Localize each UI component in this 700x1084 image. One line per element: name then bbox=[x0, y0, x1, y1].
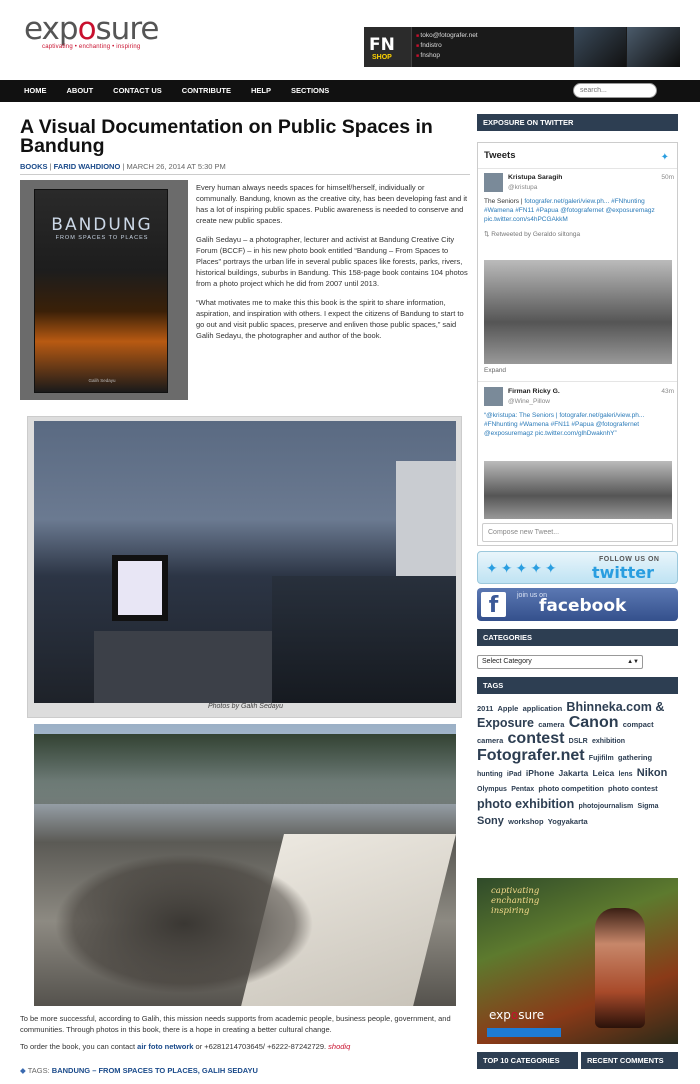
tag-link[interactable]: Fotografer.net bbox=[477, 747, 585, 764]
exposure-advert[interactable] bbox=[477, 878, 678, 1044]
crowd-photo[interactable] bbox=[34, 724, 456, 1006]
compose-tweet-field[interactable]: Compose new Tweet... bbox=[482, 523, 673, 542]
recent-comments-title: RECENT COMMENTS bbox=[581, 1052, 678, 1069]
tag-link[interactable]: Jakarta bbox=[558, 768, 589, 778]
tag-link[interactable]: Leica bbox=[592, 768, 615, 778]
avatar[interactable] bbox=[484, 173, 503, 192]
twitter-timeline bbox=[477, 142, 678, 546]
tag-link[interactable]: photo exhibition bbox=[477, 797, 575, 811]
tag-link[interactable]: contest bbox=[507, 730, 565, 747]
tag-link[interactable]: workshop bbox=[508, 817, 544, 826]
book-subtitle: FROM SPACES TO PLACES bbox=[55, 235, 149, 241]
paragraph: “What motivates me to make this this book is the spirit to share information, aspiration, and inspiration with others. I expect the citizens of Bandung to start to go out and visit public spaces, preserve and enliven those public spaces,” said Galih Sedayu, the photographer and author of the book. bbox=[196, 298, 464, 340]
tag-link[interactable]: Yogyakarta bbox=[547, 817, 588, 826]
article-tags: ◆ TAGS: BANDUNG – FROM SPACES TO PLACES, GALIH SEDAYU bbox=[20, 1066, 258, 1075]
ad-logo: exposure bbox=[489, 1008, 545, 1022]
tag-link[interactable]: Canon bbox=[568, 714, 619, 731]
facebook-icon: f bbox=[481, 592, 506, 617]
tag-link[interactable]: gathering bbox=[617, 753, 653, 762]
expand-link[interactable]: Expand bbox=[484, 367, 507, 374]
banner-photo bbox=[627, 27, 680, 67]
tweet-photo[interactable] bbox=[484, 461, 672, 519]
article-meta: BOOKS | FARID WAHDIONO | MARCH 26, 2014 AT 5:30 PM bbox=[20, 162, 226, 171]
tag-link[interactable]: camera bbox=[538, 720, 565, 729]
author-signature: shodiq bbox=[328, 1042, 351, 1051]
ad-tagline: captivating enchanting inspiring bbox=[491, 886, 540, 916]
tweet[interactable] bbox=[484, 173, 674, 253]
follow-twitter-button[interactable]: ✦✦✦✦✦ FOLLOW US ON twitter bbox=[477, 551, 678, 584]
photo-frame bbox=[27, 416, 462, 718]
site-tagline: captivating • enchanting • inspiring bbox=[42, 44, 141, 50]
tag-link[interactable]: photo competition bbox=[538, 784, 604, 793]
tweet-time[interactable]: 50m bbox=[661, 174, 674, 181]
photo-caption: Photos by Galih Sedayu bbox=[207, 703, 284, 710]
book-author: Galih Sedayu bbox=[88, 378, 116, 383]
category-link[interactable]: BOOKS bbox=[20, 162, 48, 171]
fn-shop-banner[interactable] bbox=[364, 27, 680, 67]
divider bbox=[20, 174, 470, 175]
tag-links[interactable]: BANDUNG – FROM SPACES TO PLACES, GALIH SEDAYU bbox=[51, 1066, 258, 1075]
nav-contribute[interactable]: CONTRIBUTE bbox=[181, 86, 231, 95]
follow-facebook-button[interactable]: f join us on facebook bbox=[477, 588, 678, 621]
article-date: MARCH 26, 2014 AT 5:30 PM bbox=[126, 162, 226, 171]
paragraph: To be more successful, according to Galih, this mission needs supports from academic people, business people, government, and communities. Through photos in this book, there is a hope in creating a better cultural change. bbox=[20, 1014, 451, 1034]
site-logo[interactable]: exposure captivating • enchanting • inspiring bbox=[24, 11, 159, 50]
retweet-icon: ⇅ bbox=[484, 231, 490, 238]
tweet-author[interactable]: Firman Ricky G. bbox=[508, 388, 560, 395]
nav-sections[interactable]: SECTIONS bbox=[290, 86, 330, 95]
nav-contact-us[interactable]: CONTACT US bbox=[113, 86, 162, 95]
tags-title: TAGS bbox=[477, 677, 678, 694]
tag-link[interactable]: exhibition bbox=[591, 738, 626, 745]
paragraph: Galih Sedayu – a photographer, lecturer and activist at Bandung Creative City Forum (BCCF) – in his new photo book entitled “Bandung – From Spaces to Places” portrays the urban life in several public spaces like forests, parks, rivers, historical buildings, suburbs in Bandung. This 158-page book contains 104 photos from a photo project which he did from 2007 until 2013. bbox=[196, 235, 468, 288]
banner-photo bbox=[574, 27, 626, 67]
tag-link[interactable]: Sigma bbox=[637, 803, 659, 810]
tweet-photo[interactable] bbox=[484, 260, 672, 364]
tweets-heading: Tweets bbox=[484, 150, 516, 161]
paragraph: Every human always needs spaces for himself/herself, individually or communally. Bandung, known as the creative city, has been developing fast and it has a lot of inspiring public spaces. Public awareness is needed to conserve and create new public spaces. bbox=[196, 183, 468, 225]
main-nav bbox=[0, 80, 700, 102]
book-cover-photo bbox=[20, 180, 188, 400]
order-paragraph: To order the book, you can contact air foto network or +6281214703645/ +6222-87242729. shodiq bbox=[20, 1042, 351, 1051]
tweet-author[interactable]: Kristupa Saragih bbox=[508, 174, 563, 181]
site-header bbox=[0, 0, 700, 80]
event-photo[interactable] bbox=[34, 421, 456, 703]
tag-link[interactable]: application bbox=[522, 704, 563, 713]
categories-title: CATEGORIES bbox=[477, 629, 678, 646]
nav-about[interactable]: ABOUT bbox=[66, 86, 94, 95]
tweet-text: The Seniors | fotografer.net/galeri/view.ph... #FNhunting #Wamena #FN11 #Papua @fotografernet @exposuremagz pic.twitter.com/s4hPCGAkkM bbox=[484, 198, 655, 223]
tweet-handle: @Wine_Pillow bbox=[508, 398, 550, 405]
nav-help[interactable]: HELP bbox=[250, 86, 271, 95]
tag-link[interactable]: iPad bbox=[506, 771, 522, 778]
tag-link[interactable]: Nikon bbox=[636, 767, 668, 779]
tag-link[interactable]: Olympus bbox=[477, 786, 507, 793]
tweet-time[interactable]: 43m bbox=[661, 388, 674, 395]
air-foto-network-link[interactable]: air foto network bbox=[137, 1042, 194, 1051]
twitter-widget-title: EXPOSURE ON TWITTER bbox=[477, 114, 678, 131]
article-ending bbox=[20, 1013, 472, 1058]
article-intro bbox=[196, 182, 468, 349]
author-link[interactable]: FARID WAHDIONO bbox=[53, 162, 121, 171]
tag-link[interactable]: Bhinneka.com & Exposure bbox=[477, 700, 665, 730]
tag-link[interactable]: lens bbox=[618, 771, 633, 778]
tag-icon: ◆ bbox=[20, 1066, 26, 1075]
ad-model-photo bbox=[595, 908, 645, 1028]
search-input[interactable] bbox=[573, 83, 657, 98]
tag-link[interactable]: Apple bbox=[497, 704, 519, 713]
tag-link[interactable]: Fujifilm bbox=[588, 755, 614, 762]
retweet-info: ⇅ Retweeted by Geraldo siltonga bbox=[484, 231, 581, 238]
tag-link[interactable]: photo contest bbox=[608, 784, 658, 793]
ad-download-button[interactable] bbox=[487, 1028, 561, 1037]
avatar[interactable] bbox=[484, 387, 503, 406]
tag-link[interactable]: hunting bbox=[477, 771, 503, 778]
category-select[interactable]: Select Category ▲▼ bbox=[477, 655, 643, 669]
book-title: BANDUNG bbox=[51, 215, 153, 235]
twitter-birds-icon: ✦✦✦✦✦ bbox=[486, 560, 560, 576]
tag-link[interactable]: DSLR bbox=[568, 738, 588, 745]
article-title[interactable]: A Visual Documentation on Public Spaces in Bandung bbox=[20, 116, 433, 157]
top-categories-title: TOP 10 CATEGORIES bbox=[477, 1052, 578, 1069]
tweet-handle: @kristupa bbox=[508, 184, 538, 191]
tag-link[interactable]: iPhone bbox=[525, 768, 555, 778]
banner-info: ■ toko@fotografer.net ■ fndistro ■ fnshop bbox=[416, 31, 478, 61]
chevron-down-icon: ▲▼ bbox=[627, 659, 639, 665]
fn-shop-logo: FN SHOP bbox=[364, 27, 412, 67]
tag-cloud bbox=[477, 700, 679, 829]
tag-link[interactable]: photojournalism bbox=[578, 803, 634, 810]
nav-home[interactable]: HOME bbox=[24, 86, 47, 95]
tag-link[interactable]: compact camera bbox=[477, 720, 654, 745]
tag-link[interactable]: Sony bbox=[477, 815, 504, 827]
tag-link[interactable]: Pentax bbox=[511, 786, 535, 793]
tag-link[interactable]: 2011 bbox=[477, 704, 494, 713]
twitter-bird-icon[interactable]: ✦ bbox=[660, 152, 669, 163]
tweet-text: “@kristupa: The Seniors | fotografer.net/galeri/view.ph... #FNhunting #Wamena #FN11 #Papua @fotografernet @exposuremagz pic.twitter.com/glhDwaknhY” bbox=[484, 412, 645, 437]
tweet[interactable] bbox=[484, 387, 674, 457]
